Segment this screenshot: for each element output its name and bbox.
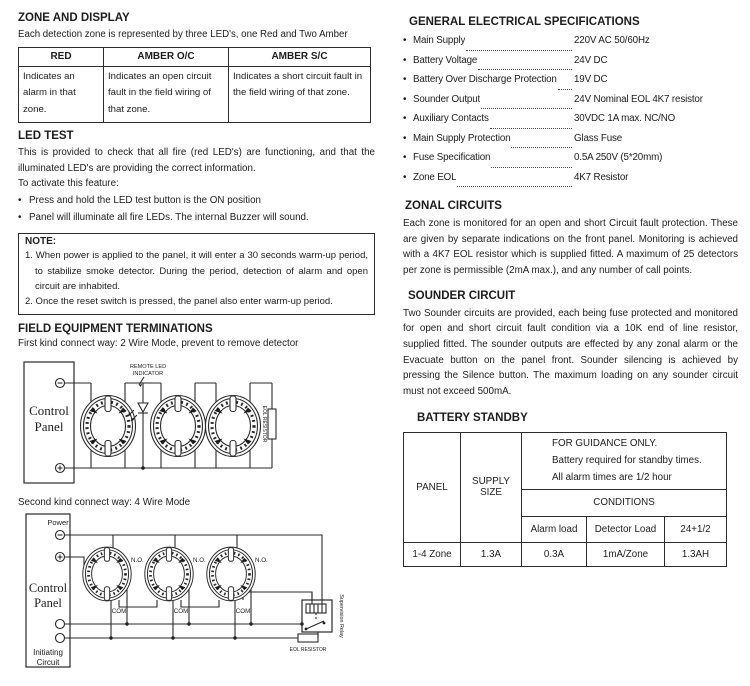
battery-col-24-half: 24+1/2: [665, 516, 727, 542]
battery-cell-24-half: 1.3AH: [665, 542, 727, 566]
no-label-1: N.O.: [131, 556, 144, 564]
zone-led-col-amber-oc: AMBER O/C: [104, 47, 229, 66]
led-test-bullet-1-text: Press and hold the LED test button is the ON position: [29, 194, 261, 206]
right-column: [403, 16, 738, 567]
zone-display-intro: Each detection zone is represented by three LED's, one Red and Two Amber: [18, 29, 348, 40]
zone-led-cell-amber-oc: Indicates an open circuit fault in the field wiring of that zone.: [104, 66, 229, 122]
section-zone-and-display: [18, 12, 375, 123]
battery-standby-table: [403, 432, 727, 567]
spec-row-fuse-specification: [403, 152, 738, 172]
d2-initiating-terminal-1: [56, 619, 65, 628]
led-test-paragraph: This is provided to check that all fire (red LED's) are functioning, and that the illuminated LED's are providing the correct information.: [18, 146, 375, 174]
d2-initiating-label-line1: Initiating: [33, 647, 63, 657]
section-sounder-circuit: [403, 290, 738, 400]
com-label-2: COM: [173, 607, 189, 615]
battery-conditions-header: CONDITIONS: [522, 489, 727, 516]
spec-label: Zone EOL: [413, 171, 457, 183]
zonal-circuits-heading: ZONAL CIRCUITS: [405, 200, 502, 212]
spec-value: 24V Nominal EOL 4K7 resistor: [574, 93, 703, 105]
d2-plus-terminal: [56, 552, 65, 561]
section-field-terminations: [18, 323, 375, 686]
four-wire-caption: Second kind connect way: 4 Wire Mode: [18, 496, 191, 508]
bullet-glyph: •: [403, 152, 407, 163]
bullet-glyph: •: [403, 54, 407, 66]
bullet-glyph: •: [403, 74, 407, 85]
d2-supervision-relay: [302, 592, 344, 638]
battery-cell-supply: 1.3A: [461, 542, 522, 566]
battery-cell-detector-load: 1mA/Zone: [587, 542, 665, 566]
section-general-specs: [403, 16, 738, 191]
spec-label: Auxiliary Contacts: [413, 113, 489, 124]
battery-guidance-line1: FOR GUIDANCE ONLY.: [552, 438, 658, 449]
battery-guidance-line3: All alarm times are 1/2 hour: [552, 472, 672, 484]
com-label-3: COM: [235, 607, 251, 615]
battery-table-data-row: [404, 542, 727, 566]
spec-row-auxiliary-contacts: [403, 113, 738, 133]
spec-value: 220V AC 50/60Hz: [574, 35, 650, 46]
remote-led-label-line2: INDICATOR: [132, 370, 164, 377]
bullet-glyph: •: [18, 194, 22, 206]
spec-label: Sounder Output: [413, 93, 481, 105]
spec-label: Main Supply Protection: [413, 132, 511, 144]
bullet-glyph: •: [403, 113, 407, 124]
spec-row-battery-voltage: [403, 55, 738, 75]
zone-led-table: [18, 47, 371, 123]
battery-col-supply-size: SUPPLY SIZE: [461, 432, 522, 542]
d2-initiating-label-line2: Circuit: [36, 657, 60, 667]
spec-value: 0.5A 250V (5*20mm): [574, 152, 663, 163]
d1-control-panel-label-line2: Panel: [34, 418, 64, 434]
dotted-leader: [490, 128, 572, 129]
d1-control-panel: [24, 362, 74, 483]
battery-col-detector-load: Detector Load: [587, 516, 665, 542]
wiring-diagram-4-wire: [18, 510, 375, 686]
sounder-circuit-heading: SOUNDER CIRCUIT: [408, 289, 516, 302]
remote-led-label-line1: REMOTE LED: [129, 363, 167, 370]
dotted-leader: [466, 50, 572, 51]
battery-guidance-cell: [522, 432, 727, 489]
dotted-leader: [491, 167, 572, 168]
no-label-2: N.O.: [193, 556, 206, 564]
spec-value: Glass Fuse: [574, 132, 623, 144]
section-battery-standby: [403, 412, 738, 567]
battery-table-guidance-row: [404, 432, 727, 489]
spec-row-main-supply-protection: [403, 133, 738, 153]
field-terminations-heading: FIELD EQUIPMENT TERMINATIONS: [18, 322, 213, 335]
spec-row-zone-eol: [403, 172, 738, 192]
spec-row-sounder-output: [403, 94, 738, 114]
bullet-glyph: •: [403, 171, 407, 183]
zone-led-col-amber-sc: AMBER S/C: [229, 47, 371, 66]
d1-plus-terminal: [56, 463, 65, 472]
zone-led-cell-red: Indicates an alarm in that zone.: [19, 66, 104, 122]
d2-initiating-terminal-2: [56, 633, 65, 642]
d2-minus-terminal: [56, 530, 65, 539]
led-test-bullet-1: [18, 192, 375, 209]
d1-control-panel-label-line1: Control: [29, 402, 69, 418]
battery-guidance-line2: Battery required for standby times.: [552, 455, 702, 467]
note-heading: NOTE:: [25, 236, 57, 248]
battery-cell-alarm-load: 0.3A: [522, 542, 587, 566]
dotted-leader: [558, 89, 572, 90]
spec-value: 24V DC: [574, 54, 608, 66]
spec-label: Fuse Specification: [413, 152, 491, 163]
d2-control-panel-label-line1: Control: [28, 580, 68, 595]
d1-eol-resistor: [261, 405, 276, 442]
d2-eol-resistor: [290, 634, 327, 653]
general-specs-heading: GENERAL ELECTRICAL SPECIFICATIONS: [409, 16, 640, 28]
com-label-1: COM: [111, 607, 127, 615]
zonal-circuits-body: Each zone is monitored for an open and short Circuit fault protection. These are given by separate indications on the front panel. Monitoring is achieved with a 4K7 EOL resistor which is supplied fitted. A maximum of 25 detectors per zone is permissible (2mA max.), and any number of call points.: [403, 218, 738, 277]
bullet-glyph: •: [403, 35, 407, 46]
spec-value: 30VDC 1A max. NC/NO: [574, 113, 676, 124]
no-label-3: N.O.: [255, 556, 268, 564]
spec-label: Battery Voltage: [413, 54, 478, 66]
spec-label: Battery Over Discharge Protection: [413, 74, 557, 85]
d2-control-panel: [26, 514, 70, 667]
d1-eol-resistor-label: EOL RESISTOR: [261, 405, 267, 442]
bullet-glyph: •: [18, 212, 22, 224]
led-test-bullet-2-text: Panel will illuminate all fire LEDs. The internal Buzzer will sound.: [29, 212, 309, 224]
zone-led-table-header-row: [19, 47, 371, 66]
section-led-test: [18, 130, 375, 226]
spec-value: 19V DC: [574, 74, 608, 85]
d1-minus-terminal: [56, 378, 65, 387]
d2-power-label: Power: [47, 517, 69, 527]
zone-led-cell-amber-sc: Indicates a short circuit fault in the field wiring of that zone.: [229, 66, 371, 122]
spec-row-battery-over-discharge: [403, 74, 738, 94]
left-column: [18, 12, 375, 686]
two-wire-caption: First kind connect way: 2 Wire Mode, prevent to remove detector: [18, 337, 299, 349]
dotted-leader: [511, 147, 572, 148]
section-zonal-circuits: [403, 200, 738, 279]
spec-value: 4K7 Resistor: [574, 171, 629, 183]
spec-row-main-supply: [403, 35, 738, 55]
led-test-activate-line: To activate this feature:: [18, 178, 119, 190]
note-item-2: 2. Once the reset switch is pressed, the panel also enter warm-up period.: [25, 296, 333, 308]
note-item-1: 1. When power is applied to the panel, it will enter a 30 seconds warm-up period, to stabilize smoke detector. During the period, detection of alarm and open circuit are inhabited.: [25, 250, 368, 292]
sounder-circuit-body: Two Sounder circuits are provided, each being fuse protected and monitored for open and short circuit fault condition via a 10K end of line resistor, supplied fitted. The sounder outputs are effected by any zonal alarm or the Evacuate button on the panel front. Sounder silencing is achieved by pressing the Silence button. The maximum loading on any sounder circuit must not exceed 500mA.: [403, 307, 738, 398]
battery-standby-heading: BATTERY STANDBY: [417, 411, 528, 424]
wiring-diagram-2-wire: [18, 351, 375, 491]
bullet-glyph: •: [403, 93, 407, 105]
d2-control-panel-label-line2: Panel: [34, 595, 62, 610]
zone-display-heading: ZONE AND DISPLAY: [18, 12, 130, 24]
supervision-relay-label: Supervision Relay: [338, 593, 344, 638]
led-test-bullet-2: [18, 209, 375, 226]
bullet-glyph: •: [403, 132, 407, 144]
zone-led-table-body-row: [19, 66, 371, 122]
battery-col-alarm-load: Alarm load: [522, 516, 587, 542]
d2-eol-resistor-label: EOL RESISTOR: [289, 646, 327, 653]
battery-cell-panel: 1-4 Zone: [404, 542, 461, 566]
spec-label: Main Supply: [413, 35, 466, 46]
zone-led-col-red: RED: [19, 47, 104, 66]
dotted-leader: [481, 108, 572, 109]
dotted-leader: [457, 186, 572, 187]
note-box: [18, 233, 375, 315]
battery-col-panel: PANEL: [404, 432, 461, 542]
dotted-leader: [478, 69, 572, 70]
led-test-heading: LED TEST: [18, 129, 74, 142]
